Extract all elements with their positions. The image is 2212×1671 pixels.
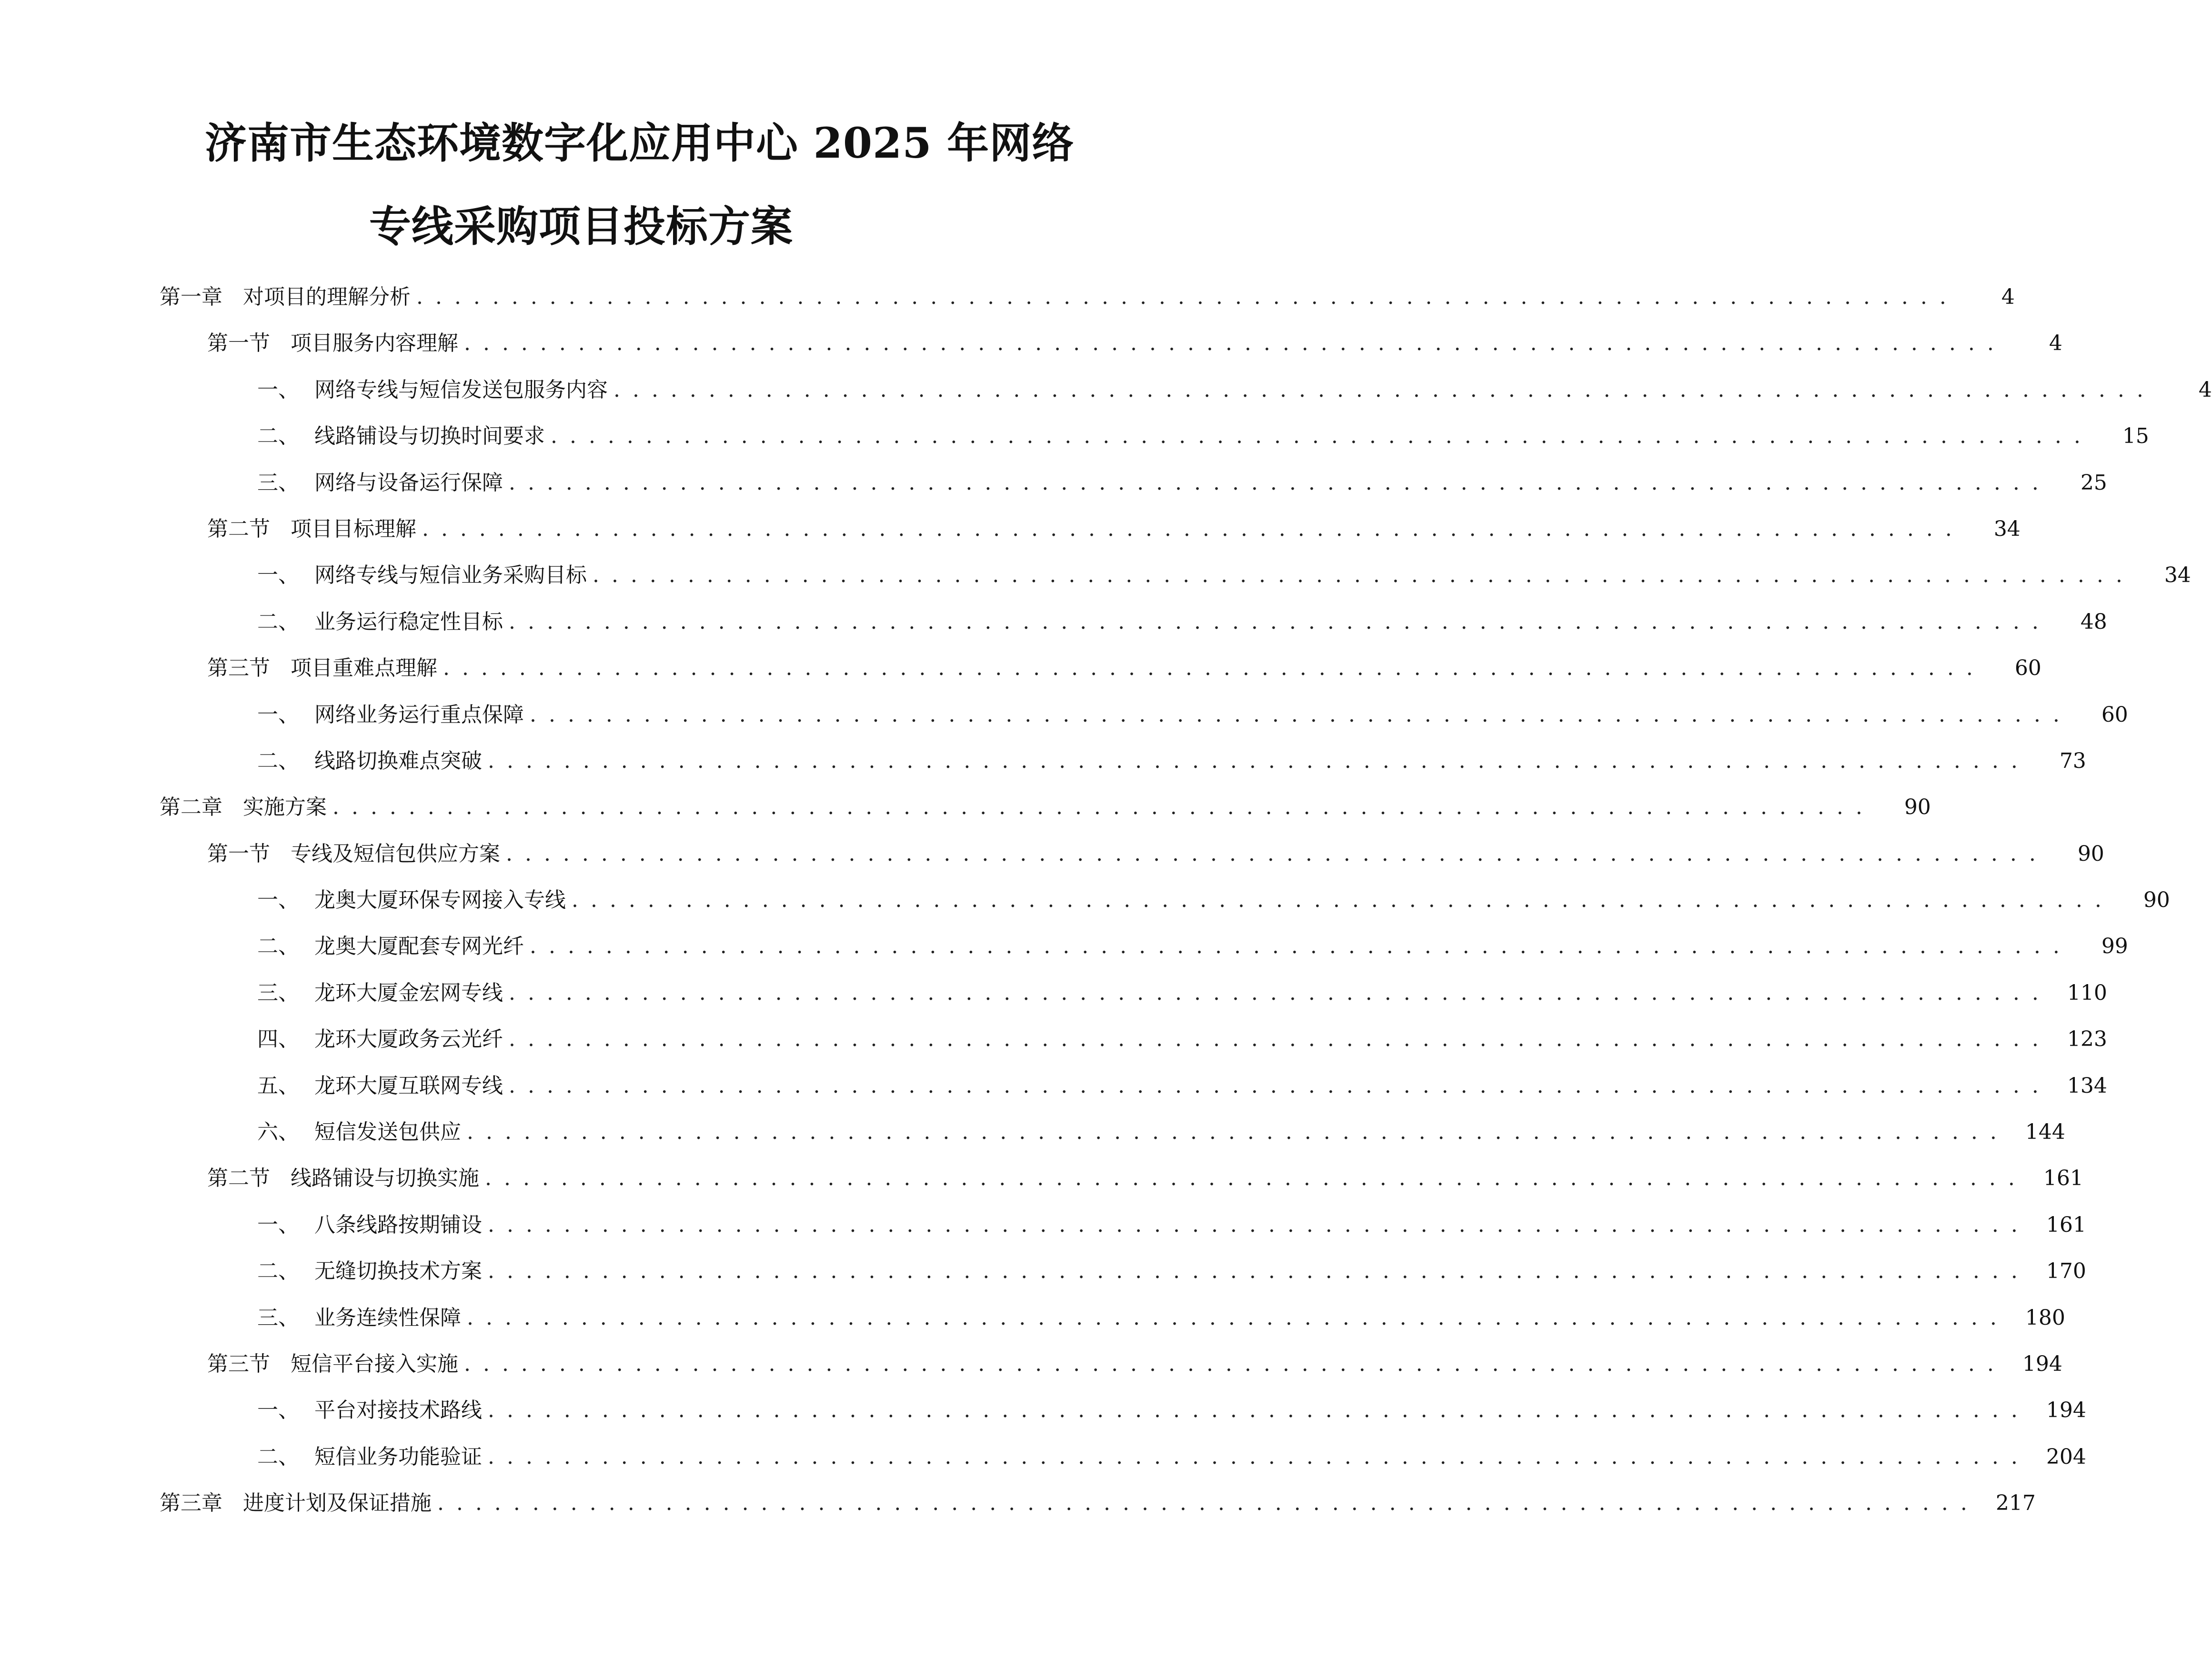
toc-entry-level-3[interactable] — [0, 970, 2107, 1016]
toc-entry-page-number: 170 — [2046, 1259, 2086, 1284]
toc-dot-leader: . . . . . . . . . . . . . . . . . . . . . . . . . . . . . . . . . . . . . . . . . . . . . . . . . . . . . . . . . . . . . . . . . . . . . . . . . . . . . . . . . — [488, 1398, 2021, 1423]
toc-entry-page-number: 90 — [2077, 841, 2104, 866]
toc-entry-level-3[interactable] — [0, 1387, 2086, 1433]
toc-dot-leader: . . . . . . . . . . . . . . . . . . . . . . . . . . . . . . . . . . . . . . . . . . . . . . . . . . . . . . . . . . . . . . . . . . . . . . . . . . . . . . . . . — [572, 888, 2104, 913]
toc-entry-number: 一、 — [257, 377, 299, 402]
toc-entry-level-3[interactable] — [0, 552, 2191, 598]
toc-entry-title: 平台对接技术路线 — [314, 1398, 482, 1423]
toc-entry-level-3[interactable] — [0, 460, 2107, 506]
toc-entry-level-3[interactable] — [0, 692, 2128, 738]
toc-entry-page-number: 217 — [1995, 1491, 2036, 1516]
toc-entry-title: 进度计划及保证措施 — [243, 1491, 432, 1516]
toc-entry-page-number: 48 — [2080, 609, 2107, 634]
toc-entry-title: 短信发送包供应 — [314, 1120, 461, 1145]
toc-entry-number: 二、 — [257, 1259, 299, 1284]
toc-entry-level-2[interactable] — [0, 645, 2041, 691]
toc-entry-title: 线路铺设与切换实施 — [291, 1166, 479, 1191]
toc-dot-leader: . . . . . . . . . . . . . . . . . . . . . . . . . . . . . . . . . . . . . . . . . . . . . . . . . . . . . . . . . . . . . . . . . . . . . . . . . . . . . . . . . — [509, 470, 2041, 495]
toc-dot-leader: . . . . . . . . . . . . . . . . . . . . . . . . . . . . . . . . . . . . . . . . . . . . . . . . . . . . . . . . . . . . . . . . . . . . . . . . . . . . . . . . . — [593, 563, 2125, 588]
toc-entry-page-number: 15 — [2122, 424, 2149, 449]
document-title-line-2: 专线采购项目投标方案 — [369, 201, 794, 251]
toc-entry-level-2[interactable] — [0, 506, 2021, 552]
toc-entry-level-3[interactable] — [0, 1248, 2086, 1294]
table-of-contents — [0, 274, 2212, 1527]
toc-entry-level-2[interactable] — [0, 1155, 2083, 1201]
toc-entry-level-1[interactable] — [0, 784, 1931, 830]
toc-entry-level-3[interactable] — [0, 1202, 2086, 1248]
toc-entry-level-2[interactable] — [0, 831, 2104, 877]
toc-entry-page-number: 4 — [2049, 331, 2062, 356]
toc-dot-leader: . . . . . . . . . . . . . . . . . . . . . . . . . . . . . . . . . . . . . . . . . . . . . . . . . . . . . . . . . . . . . . . . . . . . . . . . . . . . . . . . . — [509, 1073, 2041, 1098]
toc-dot-leader: . . . . . . . . . . . . . . . . . . . . . . . . . . . . . . . . . . . . . . . . . . . . . . . . . . . . . . . . . . . . . . . . . . . . . . . . . . . . . . . . . — [437, 1491, 1970, 1516]
toc-entry-title: 网络与设备运行保障 — [314, 470, 503, 495]
toc-entry-number: 二、 — [257, 424, 299, 449]
toc-entry-title: 网络专线与短信发送包服务内容 — [314, 377, 608, 402]
toc-dot-leader: . . . . . . . . . . . . . . . . . . . . . . . . . . . . . . . . . . . . . . . . . . . . . . . . . . . . . . . . . . . . . . . . . . . . . . . . . . . . . . . . . — [467, 1305, 2000, 1330]
toc-dot-leader: . . . . . . . . . . . . . . . . . . . . . . . . . . . . . . . . . . . . . . . . . . . . . . . . . . . . . . . . . . . . . . . . . . . . . . . . . . . . . . . . . — [509, 609, 2041, 634]
toc-entry-title: 短信业务功能验证 — [314, 1444, 482, 1469]
toc-entry-title: 龙环大厦互联网专线 — [314, 1073, 503, 1098]
toc-dot-leader: . . . . . . . . . . . . . . . . . . . . . . . . . . . . . . . . . . . . . . . . . . . . . . . . . . . . . . . . . . . . . . . . . . . . . . . . . . . . . . . . . — [416, 285, 1949, 309]
toc-entry-number: 二、 — [257, 748, 299, 773]
toc-entry-number: 第二节 — [207, 1166, 270, 1191]
toc-entry-level-3[interactable] — [0, 367, 2212, 413]
toc-entry-number: 二、 — [257, 609, 299, 634]
toc-dot-leader: . . . . . . . . . . . . . . . . . . . . . . . . . . . . . . . . . . . . . . . . . . . . . . . . . . . . . . . . . . . . . . . . . . . . . . . . . . . . . . . . . — [464, 331, 1997, 356]
toc-entry-number: 第三节 — [207, 1351, 270, 1376]
toc-entry-page-number: 90 — [2143, 888, 2170, 913]
toc-entry-number: 三、 — [257, 980, 299, 1005]
toc-dot-leader: . . . . . . . . . . . . . . . . . . . . . . . . . . . . . . . . . . . . . . . . . . . . . . . . . . . . . . . . . . . . . . . . . . . . . . . . . . . . . . . . . — [488, 1444, 2021, 1469]
toc-entry-number: 一、 — [257, 1212, 299, 1237]
toc-entry-number: 第一章 — [160, 285, 222, 309]
toc-dot-leader: . . . . . . . . . . . . . . . . . . . . . . . . . . . . . . . . . . . . . . . . . . . . . . . . . . . . . . . . . . . . . . . . . . . . . . . . . . . . . . . . . — [467, 1120, 2000, 1145]
document-title-line-1: 济南市生态环境数字化应用中心 2025 年网络 — [205, 118, 1075, 168]
toc-entry-title: 龙奥大厦配套专网光纤 — [314, 934, 524, 959]
toc-entry-number: 一、 — [257, 1398, 299, 1423]
toc-entry-title: 项目服务内容理解 — [291, 331, 458, 356]
toc-dot-leader: . . . . . . . . . . . . . . . . . . . . . . . . . . . . . . . . . . . . . . . . . . . . . . . . . . . . . . . . . . . . . . . . . . . . . . . . . . . . . . . . . — [488, 1259, 2021, 1284]
toc-entry-page-number: 60 — [2101, 702, 2128, 727]
toc-entry-level-1[interactable] — [0, 1480, 2036, 1526]
toc-entry-title: 项目重难点理解 — [291, 656, 437, 681]
toc-entry-title: 龙环大厦金宏网专线 — [314, 980, 503, 1005]
toc-entry-title: 业务运行稳定性目标 — [314, 609, 503, 634]
toc-entry-number: 第一节 — [207, 331, 270, 356]
toc-entry-level-3[interactable] — [0, 1016, 2107, 1062]
toc-entry-number: 第二节 — [207, 516, 270, 541]
toc-dot-leader: . . . . . . . . . . . . . . . . . . . . . . . . . . . . . . . . . . . . . . . . . . . . . . . . . . . . . . . . . . . . . . . . . . . . . . . . . . . . . . . . . — [551, 424, 2083, 449]
toc-entry-number: 六、 — [257, 1120, 299, 1145]
toc-entry-page-number: 180 — [2025, 1305, 2065, 1330]
toc-entry-page-number: 123 — [2067, 1027, 2107, 1052]
toc-entry-level-3[interactable] — [0, 413, 2149, 459]
toc-entry-title: 八条线路按期铺设 — [314, 1212, 482, 1237]
toc-entry-page-number: 73 — [2059, 748, 2086, 773]
toc-entry-number: 第二章 — [160, 795, 222, 820]
toc-entry-title: 线路铺设与切换时间要求 — [314, 424, 545, 449]
toc-entry-level-2[interactable] — [0, 320, 2062, 366]
toc-entry-page-number: 4 — [2198, 377, 2212, 402]
toc-entry-page-number: 99 — [2101, 934, 2128, 959]
toc-entry-page-number: 34 — [2164, 563, 2191, 588]
toc-entry-number: 四、 — [257, 1027, 299, 1052]
toc-entry-title: 网络业务运行重点保障 — [314, 702, 524, 727]
toc-entry-title: 业务连续性保障 — [314, 1305, 461, 1330]
toc-dot-leader: . . . . . . . . . . . . . . . . . . . . . . . . . . . . . . . . . . . . . . . . . . . . . . . . . . . . . . . . . . . . . . . . . . . . . . . . . . . . . . . . . — [332, 795, 1865, 820]
toc-entry-number: 三、 — [257, 470, 299, 495]
toc-entry-title: 对项目的理解分析 — [243, 285, 411, 309]
toc-entry-level-3[interactable] — [0, 877, 2170, 923]
toc-entry-number: 第三节 — [207, 656, 270, 681]
toc-dot-leader: . . . . . . . . . . . . . . . . . . . . . . . . . . . . . . . . . . . . . . . . . . . . . . . . . . . . . . . . . . . . . . . . . . . . . . . . . . . . . . . . . — [613, 377, 2146, 402]
toc-entry-level-3[interactable] — [0, 1109, 2065, 1155]
toc-entry-number: 第三章 — [160, 1491, 222, 1516]
toc-entry-page-number: 60 — [2014, 656, 2041, 681]
toc-dot-leader: . . . . . . . . . . . . . . . . . . . . . . . . . . . . . . . . . . . . . . . . . . . . . . . . . . . . . . . . . . . . . . . . . . . . . . . . . . . . . . . . . — [485, 1166, 2018, 1191]
toc-entry-level-3[interactable] — [0, 1063, 2107, 1109]
toc-entry-page-number: 204 — [2046, 1444, 2086, 1469]
toc-entry-title: 网络专线与短信业务采购目标 — [314, 563, 587, 588]
toc-entry-number: 五、 — [257, 1073, 299, 1098]
toc-entry-level-3[interactable] — [0, 1434, 2086, 1480]
toc-dot-leader: . . . . . . . . . . . . . . . . . . . . . . . . . . . . . . . . . . . . . . . . . . . . . . . . . . . . . . . . . . . . . . . . . . . . . . . . . . . . . . . . . — [530, 934, 2062, 959]
toc-entry-number: 二、 — [257, 1444, 299, 1469]
toc-entry-title: 专线及短信包供应方案 — [291, 841, 500, 866]
toc-entry-number: 一、 — [257, 563, 299, 588]
toc-entry-page-number: 25 — [2080, 470, 2107, 495]
toc-entry-page-number: 194 — [2022, 1351, 2062, 1376]
toc-entry-title: 无缝切换技术方案 — [314, 1259, 482, 1284]
toc-entry-number: 二、 — [257, 934, 299, 959]
toc-entry-page-number: 90 — [1904, 795, 1931, 820]
toc-entry-level-1[interactable] — [0, 274, 2015, 320]
toc-entry-number: 三、 — [257, 1305, 299, 1330]
toc-entry-page-number: 194 — [2046, 1398, 2086, 1423]
toc-entry-level-3[interactable] — [0, 738, 2086, 784]
toc-entry-title: 线路切换难点突破 — [314, 748, 482, 773]
toc-entry-number: 一、 — [257, 702, 299, 727]
toc-entry-level-3[interactable] — [0, 923, 2128, 969]
toc-entry-page-number: 34 — [1993, 516, 2021, 541]
toc-entry-title: 龙环大厦政务云光纤 — [314, 1027, 503, 1052]
toc-dot-leader: . . . . . . . . . . . . . . . . . . . . . . . . . . . . . . . . . . . . . . . . . . . . . . . . . . . . . . . . . . . . . . . . . . . . . . . . . . . . . . . . . — [506, 841, 2039, 866]
toc-entry-title: 短信平台接入实施 — [291, 1351, 458, 1376]
toc-dot-leader: . . . . . . . . . . . . . . . . . . . . . . . . . . . . . . . . . . . . . . . . . . . . . . . . . . . . . . . . . . . . . . . . . . . . . . . . . . . . . . . . . — [488, 748, 2021, 773]
toc-entry-title: 项目目标理解 — [291, 516, 416, 541]
toc-entry-page-number: 134 — [2067, 1073, 2107, 1098]
toc-entry-page-number: 161 — [2046, 1212, 2086, 1237]
toc-entry-number: 一、 — [257, 888, 299, 913]
toc-entry-title: 实施方案 — [243, 795, 327, 820]
toc-entry-number: 第一节 — [207, 841, 270, 866]
toc-dot-leader: . . . . . . . . . . . . . . . . . . . . . . . . . . . . . . . . . . . . . . . . . . . . . . . . . . . . . . . . . . . . . . . . . . . . . . . . . . . . . . . . . — [464, 1351, 1997, 1376]
toc-entry-level-2[interactable] — [0, 1341, 2062, 1387]
toc-dot-leader: . . . . . . . . . . . . . . . . . . . . . . . . . . . . . . . . . . . . . . . . . . . . . . . . . . . . . . . . . . . . . . . . . . . . . . . . . . . . . . . . . — [509, 980, 2041, 1005]
toc-entry-level-3[interactable] — [0, 599, 2107, 645]
toc-entry-page-number: 161 — [2043, 1166, 2083, 1191]
toc-dot-leader: . . . . . . . . . . . . . . . . . . . . . . . . . . . . . . . . . . . . . . . . . . . . . . . . . . . . . . . . . . . . . . . . . . . . . . . . . . . . . . . . . — [422, 516, 1955, 541]
toc-entry-title: 龙奥大厦环保专网接入专线 — [314, 888, 566, 913]
toc-entry-level-3[interactable] — [0, 1295, 2065, 1341]
toc-entry-page-number: 4 — [2001, 285, 2015, 309]
toc-dot-leader: . . . . . . . . . . . . . . . . . . . . . . . . . . . . . . . . . . . . . . . . . . . . . . . . . . . . . . . . . . . . . . . . . . . . . . . . . . . . . . . . . — [488, 1212, 2021, 1237]
toc-dot-leader: . . . . . . . . . . . . . . . . . . . . . . . . . . . . . . . . . . . . . . . . . . . . . . . . . . . . . . . . . . . . . . . . . . . . . . . . . . . . . . . . . — [509, 1027, 2041, 1052]
toc-entry-page-number: 144 — [2025, 1120, 2065, 1145]
toc-entry-page-number: 110 — [2067, 980, 2107, 1005]
toc-dot-leader: . . . . . . . . . . . . . . . . . . . . . . . . . . . . . . . . . . . . . . . . . . . . . . . . . . . . . . . . . . . . . . . . . . . . . . . . . . . . . . . . . — [443, 656, 1976, 681]
toc-dot-leader: . . . . . . . . . . . . . . . . . . . . . . . . . . . . . . . . . . . . . . . . . . . . . . . . . . . . . . . . . . . . . . . . . . . . . . . . . . . . . . . . . — [530, 702, 2062, 727]
